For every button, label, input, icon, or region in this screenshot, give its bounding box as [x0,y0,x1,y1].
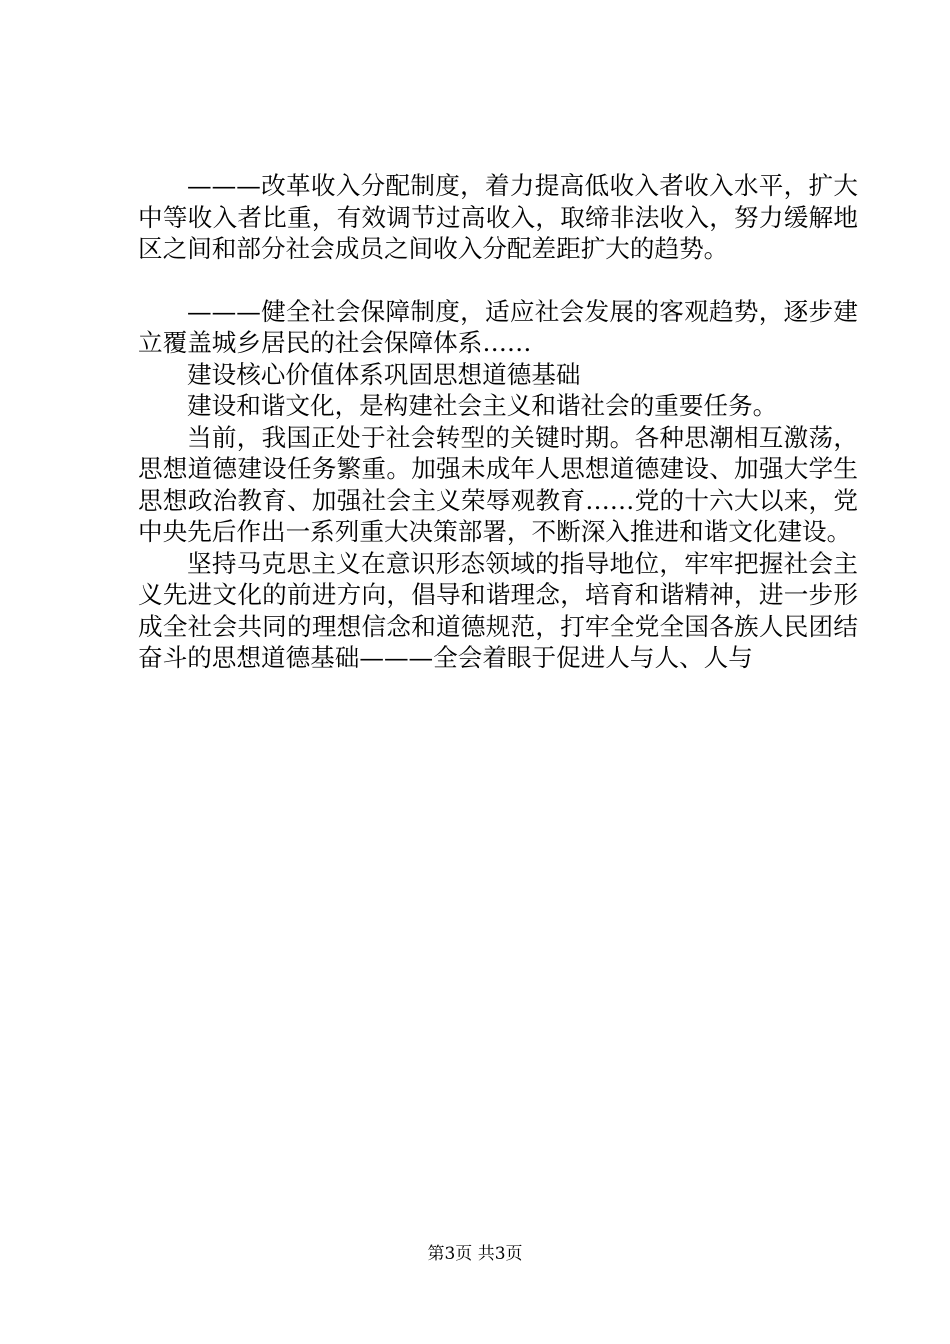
paragraph-income-distribution: ———改革收入分配制度，着力提高低收入者收入水平，扩大中等收入者比重，有效调节过高收入，取缔非法收入，努力缓解地区之间和部分社会成员之间收入分配差距扩大的趋势。 [138,171,858,263]
paragraph-spacer [138,265,858,296]
paragraph-marxism-guidance: 坚持马克思主义在意识形态领域的指导地位，牢牢把握社会主义先进文化的前进方向，倡导和谐理念，培育和谐精神，进一步形成全社会共同的理想信念和道德规范，打牢全党全国各族人民团结奋斗的思想道德基础———全会着眼于促进人与人、人与 [138,548,858,672]
page-footer: 第3页 共3页 [427,1244,523,1264]
paragraph-harmonious-culture: 建设和谐文化，是构建社会主义和谐社会的重要任务。 [187,391,778,420]
section-heading: 建设核心价值体系巩固思想道德基础 [187,359,581,389]
document-body [138,170,858,674]
paragraph-current-situation: 当前，我国正处于社会转型的关键时期。各种思潮相互激荡，思想道德建设任务繁重。加强未成年人思想道德建设、加强大学生思想政治教育、加强社会主义荣辱观教育……党的十六大以来，党中央先后作出一系列重大决策部署，不断深入推进和谐文化建设。 [138,422,858,546]
paragraph-social-security: ———健全社会保障制度，适应社会发展的客观趋势，逐步建立覆盖城乡居民的社会保障体系…… [138,296,858,357]
